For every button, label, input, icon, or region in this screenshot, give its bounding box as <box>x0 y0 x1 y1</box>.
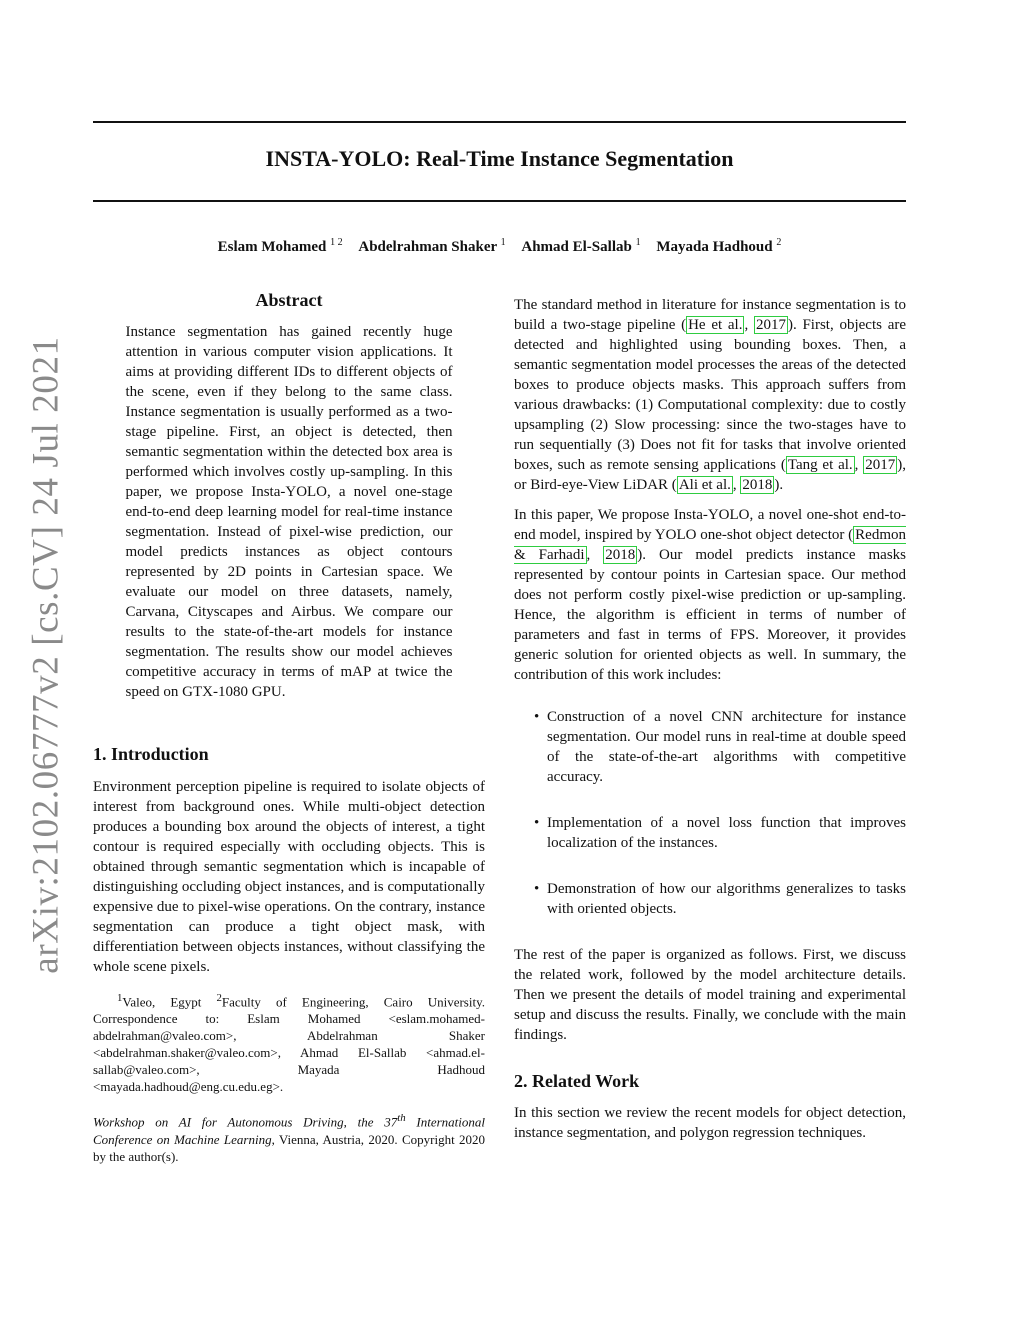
introduction-heading: 1. Introduction <box>93 744 209 764</box>
citation-link[interactable]: 2017 <box>865 457 896 473</box>
citation-link[interactable]: Tang et al. <box>787 457 853 473</box>
author: Ahmad El-Sallab $^1$ <box>521 237 641 255</box>
bullet-icon: • <box>534 881 540 897</box>
citation-link[interactable]: 2017 <box>755 317 786 333</box>
proposal-paragraph: In this paper, We propose Insta-YOLO, a novel one-shot end-to-end model, inspired by YOLO one-shot object detector ( Redmon & Farhadi , 2018 ). Our model predicts instance masks represented by contour points in Cartesian space. Our method does not perform costly pixel-wise prediction or up-sampling. Hence, the algorithm is efficient in terms of number of parameters and fast in terms of FPS. Moreover, it provides generic solution for oriented objects as well. In summary, the contribution of this work includes: <box>514 507 906 683</box>
list-item: • Implementation of a novel loss function that improves localization of the instances. <box>534 815 906 851</box>
abstract-body: Instance segmentation has gained recently huge attention in various computer vision applications. It aims at providing different IDs to different objects of the scene, even if they belong to the same class. Instance segmentation is usually performed as a two-stage pipeline. First, an object is detected, then semantic segmentation within the detected box area is performed which involves costly up-sampling. In this paper, we propose Insta-YOLO, a novel one-stage end-to-end deep learning model for real-time instance segmentation. Instead of pixel-wise prediction, our model predicts instances as object contours represented by 2D points in Cartesian space. We evaluate our model on three datasets, namely, Carvana, Cityscapes and Airbus. We compare our results to the state-of-the-art models for instance segmentation. The results show our model achieves competitive accuracy in terms of mAP at twice the speed on GTX-1080 GPU. <box>125 324 453 700</box>
list-item: • Construction of a novel CNN architecture for instance segmentation. Our model runs in real-time at double speed of the state-of-the-art algorithms with competitive accuracy. <box>534 709 906 785</box>
bullet-icon: • <box>534 709 540 725</box>
citation-link[interactable]: Redmon & Farhadi <box>514 527 906 563</box>
author: Eslam Mohamed $^{1 2}$ <box>217 237 343 255</box>
abstract-heading: Abstract <box>255 290 323 310</box>
citation-link[interactable]: 2018 <box>742 477 773 493</box>
author: Abdelrahman Shaker $^1$ <box>358 237 506 255</box>
citation-link[interactable]: 2018 <box>605 547 636 563</box>
author: Mayada Hadhoud $^2$ <box>656 237 782 255</box>
author-affiliation: 1 <box>500 237 506 248</box>
two-stage-paragraph: The standard method in literature for instance segmentation is to build a two-stage pipeline ( He et al. , 2017 ). First, objects are detected and highlighted using bounding boxes. Then, a semantic segmentation model processes the areas of the detected boxes to produce objects masks. This approach suffers from various drawbacks: (1) Computational complexity: due to costly upsampling (2) Slow processing: since the two-stages have to run sequentially (3) Does not fit for tasks that involve oriented boxes, such as remote sensing applications ( Tang et al. , 2017 ), or Bird-eye-View LiDAR ( Ali et al. , 2018 ). <box>514 297 906 493</box>
author-affiliation: 2 <box>776 237 782 248</box>
citation-link[interactable]: Ali et al. <box>678 477 731 493</box>
right-column <box>514 295 906 1143</box>
author-list <box>93 237 906 256</box>
left-column <box>93 290 485 1165</box>
organization-paragraph: The rest of the paper is organized as follows. First, we discuss the related work, followed by the model architecture details. Then we present the details of model training and experimental setup and discuss the results. Finally, we conclude with the main findings. <box>514 947 906 1043</box>
introduction-paragraph: Environment perception pipeline is required to isolate objects of interest from background ones. While multi-object detection produces a bounding box around the objects of interest, a tight contour is required especially with occluding objects. This is obtained through semantic segmentation which is incapable of distinguishing occluding object instances, and is computationally expensive due to pixel-wise operations. On the contrary, instance segmentation can produce a tight object mask, with differentiation between objects instances, without classifying the whole scene pixels. <box>93 779 485 975</box>
arxiv-identifier: arXiv:2102.06777v2 [cs.CV] 24 Jul 2021 <box>25 336 67 974</box>
title-top-rule <box>93 121 906 123</box>
bullet-icon: • <box>534 815 540 831</box>
title-bottom-rule <box>93 200 906 202</box>
workshop-note: Workshop on AI for Autonomous Driving, the 37th International Conference on Machine Learning, Vienna, Austria, 2020. Copyright 2020 by the author(s). <box>93 1112 485 1164</box>
contribution-list <box>514 707 906 919</box>
arxiv-sidebar <box>18 336 74 974</box>
author-affiliation: 1 2 <box>330 237 343 248</box>
affiliation-footnote: $^1$Valeo, Egypt $^2$Faculty of Engineering, Cairo University. Correspondence to: Eslam Mohamed <eslam.mohamed-abdelrahman@valeo.com>, Abdelrahman Shaker <abdelrahman.shaker@valeo.com>, Ahmad El-Sallab <ahmad.el-sallab@valeo.com>, Mayada Hadhoud <mayada.hadhoud@eng.cu.edu.eg>. <box>93 992 485 1095</box>
related-work-heading: 2. Related Work <box>514 1071 640 1091</box>
paper-title: INSTA-YOLO: Real-Time Instance Segmentation <box>265 146 734 171</box>
author-affiliation: 1 <box>635 237 641 248</box>
related-work-paragraph: In this section we review the recent models for object detection, instance segmentation, and polygon regression techniques. <box>514 1105 906 1141</box>
list-item: • Demonstration of how our algorithms generalizes to tasks with oriented objects. <box>534 881 906 917</box>
citation-link[interactable]: He et al. <box>688 317 743 333</box>
